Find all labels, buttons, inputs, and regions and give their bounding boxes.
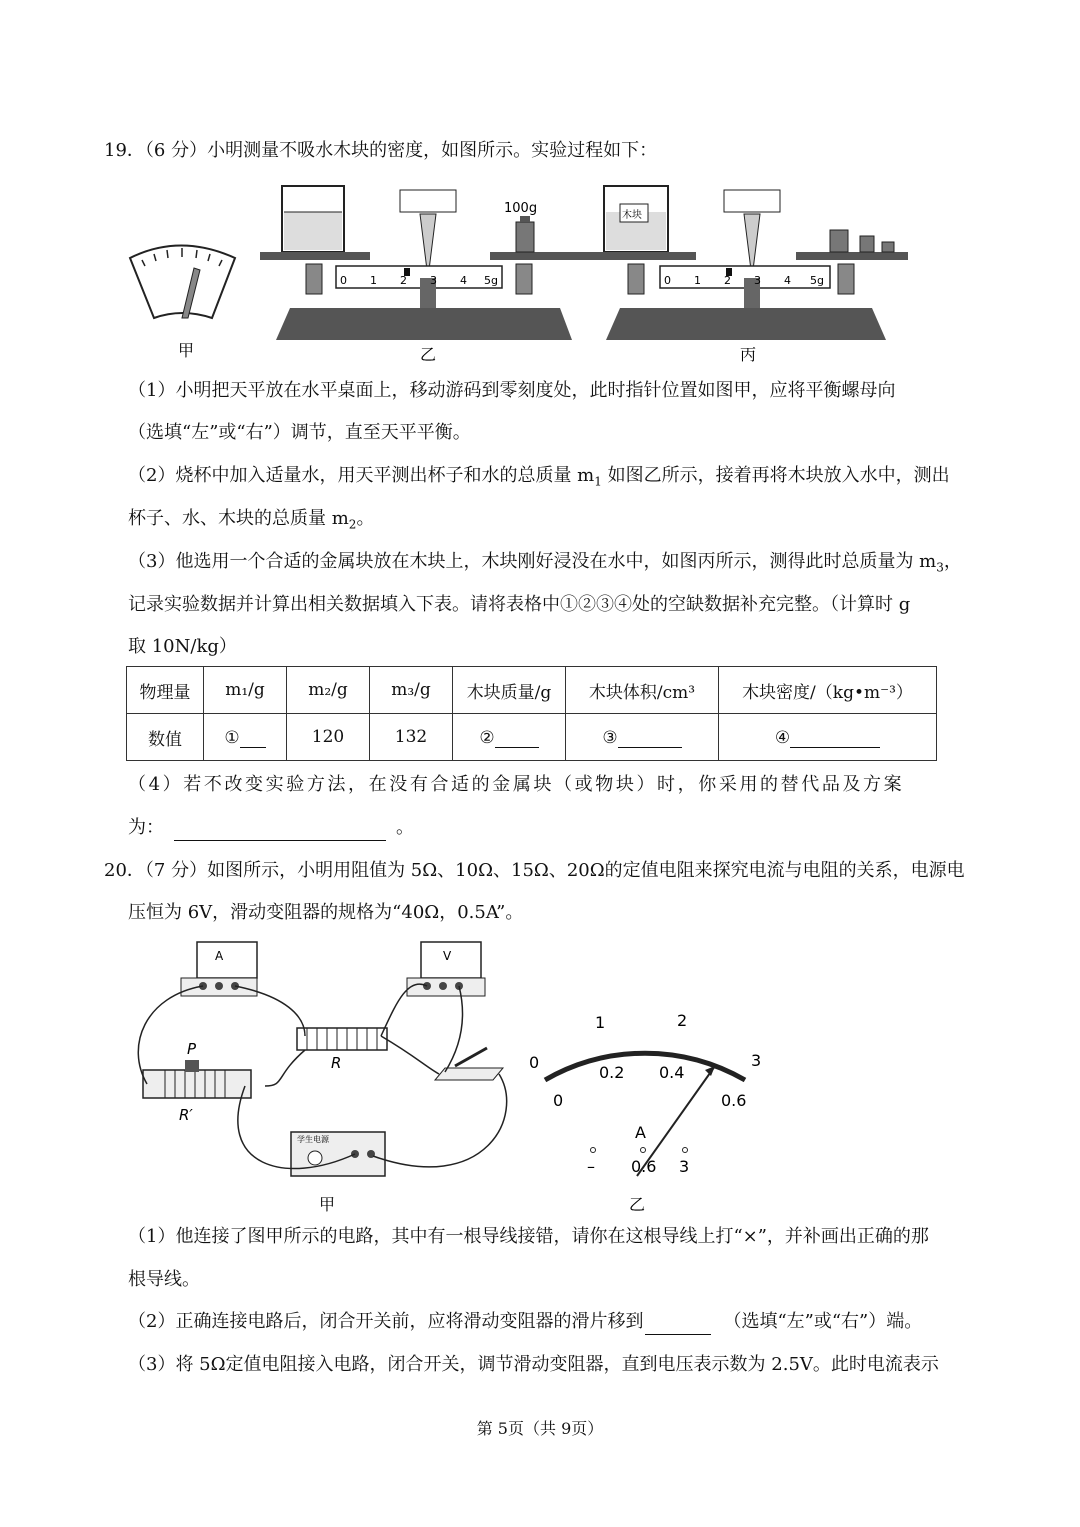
q20-figure <box>125 936 825 1218</box>
table-cell-blank-1[interactable] <box>204 714 287 761</box>
q19-part4-prefix: 为： <box>128 817 164 838</box>
q19-part2-line2-text-b: 。 <box>356 508 375 529</box>
pointer-dial <box>130 246 235 319</box>
fig19-label-bing: 丙 <box>740 345 757 364</box>
slider-label: P <box>187 1040 197 1058</box>
q19-figure <box>120 178 920 368</box>
dial-lower-1: 0.2 <box>599 1063 625 1082</box>
fig19-label-jia: 甲 <box>178 341 195 360</box>
q20-part2-text-b: （选填“左”或“右”）端。 <box>723 1311 923 1332</box>
wood-block-label: 木块 <box>622 210 642 221</box>
ruler-yi-tick-1: 1 <box>370 274 377 287</box>
fig20-label-yi: 乙 <box>629 1195 646 1214</box>
dial-upper-0: 0 <box>529 1053 540 1072</box>
answer-blank-2[interactable] <box>495 727 539 748</box>
answer-blank-1[interactable] <box>240 727 266 748</box>
q19-title: 19．（6 分）小明测量不吸水木块的密度，如图所示。实验过程如下： <box>104 140 658 161</box>
table-cell-blank-2[interactable] <box>453 714 566 761</box>
ruler-bing-tick-4: 4 <box>784 274 791 287</box>
blank-marker-3: ③ <box>602 727 618 748</box>
balance-yi <box>260 186 600 340</box>
table-header-cell: 木块质量/g <box>453 667 566 714</box>
power-supply-label: 学生电源 <box>297 1135 329 1144</box>
q20-part2-line <box>128 1309 922 1335</box>
voltmeter-letter: V <box>443 949 452 963</box>
dial-upper-1: 1 <box>595 1013 606 1032</box>
table-header-cell: m₃/g <box>370 667 453 714</box>
page-footer: 第 5页（共 9页） <box>476 1419 604 1438</box>
ruler-bing-tick-0: 0 <box>664 274 671 287</box>
dial-terminal-3: 3 <box>679 1157 690 1176</box>
q20-part3-line: （3）将 5Ω定值电阻接入电路，闭合开关，调节滑动变阻器，直到电压表示数为 2.5V。此时电流表示 <box>128 1354 939 1375</box>
table-cell: 数值 <box>127 714 204 761</box>
answer-blank-3[interactable] <box>618 727 682 748</box>
ammeter-letter: A <box>215 949 224 963</box>
fig20-label-jia: 甲 <box>319 1195 336 1214</box>
rheostat <box>143 1040 251 1124</box>
q19-part1-line1: （1）小明把天平放在水平桌面上，移动游码到零刻度处，此时指针位置如图甲，应将平衡螺母向 <box>128 380 896 401</box>
table-cell-blank-4[interactable] <box>719 714 937 761</box>
q19-part3-sub: 3 <box>936 560 944 575</box>
q19-part3-line1 <box>128 549 962 581</box>
table-cell: 132 <box>370 714 453 761</box>
dial-unit: A <box>635 1123 646 1142</box>
dial-terminal-neg: – <box>587 1157 595 1176</box>
table-row <box>127 714 937 761</box>
q19-part3-line3: 取 10N/kg） <box>128 636 237 657</box>
fig19-label-yi: 乙 <box>420 345 437 364</box>
dial-lower-3: 0.6 <box>721 1091 747 1110</box>
q19-part4-suffix: 。 <box>396 817 414 838</box>
q19-data-table <box>126 666 937 761</box>
ruler-yi-tick-5: 5g <box>484 274 498 287</box>
table-header-cell: 木块密度/（kg•m⁻³） <box>719 667 937 714</box>
q19-part2-text-b: 如图乙所示，接着再将木块放入水中，测出 <box>601 465 950 486</box>
weight-label: 100g <box>504 201 538 216</box>
ruler-bing-tick-5: 5g <box>810 274 824 287</box>
q19-part3-text-a: （3）他选用一个合适的金属块放在木块上，木块刚好浸没在水中，如图丙所示，测得此时总质量为 m <box>128 551 937 572</box>
table-header-cell: 木块体积/cm³ <box>566 667 719 714</box>
q19-part2-text-a: （2）烧杯中加入适量水，用天平测出杯子和水的总质量 m <box>128 465 595 486</box>
table-header-row <box>127 667 937 714</box>
blank-marker-1: ① <box>224 727 240 748</box>
q20-part1-line1: （1）他连接了图甲所示的电路，其中有一根导线接错，请你在这根导线上打“×”，并补画出正确的那 <box>128 1226 929 1247</box>
q19-part4-line1: （4）若不改变实验方法，在没有合适的金属块（或物块）时，你采用的替代品及方案 <box>128 774 905 795</box>
ruler-bing-tick-2: 2 <box>724 274 731 287</box>
q19-part2-line2-sub: 2 <box>348 517 357 532</box>
q19-part2-sub: 1 <box>594 474 602 489</box>
q19-part2-line1 <box>128 463 950 495</box>
ruler-yi-tick-3: 3 <box>430 274 437 287</box>
q20-title-line2: 压恒为 6V，滑动变阻器的规格为“40Ω，0.5A”。 <box>128 902 524 923</box>
resistor <box>297 1028 387 1072</box>
dial-lower-0: 0 <box>553 1091 564 1110</box>
rheostat-label: R′ <box>179 1106 193 1124</box>
ruler-bing-tick-1: 1 <box>694 274 701 287</box>
voltmeter <box>407 942 485 996</box>
answer-blank-4[interactable] <box>790 727 880 748</box>
ruler-yi-tick-2: 2 <box>400 274 407 287</box>
table-header-cell: m₂/g <box>287 667 370 714</box>
dial-lower-2: 0.4 <box>659 1063 685 1082</box>
table-header-cell: m₁/g <box>204 667 287 714</box>
ruler-yi-tick-0: 0 <box>340 274 347 287</box>
table-header-cell: 物理量 <box>127 667 204 714</box>
table-cell: 120 <box>287 714 370 761</box>
q19-part3-line2: 记录实验数据并计算出相关数据填入下表。请将表格中①②③④处的空缺数据补充完整。（计算时 g <box>128 594 911 615</box>
ruler-yi-tick-4: 4 <box>460 274 467 287</box>
q19-part4-line2 <box>128 815 414 841</box>
blank-marker-2: ② <box>479 727 495 748</box>
q20-title-line1: 20．（7 分）如图所示，小明用阻值为 5Ω、10Ω、15Ω、20Ω的定值电阻来探究电流与电阻的关系，电源电 <box>104 860 965 881</box>
resistor-label: R <box>331 1054 342 1072</box>
dial-terminal-06: 0.6 <box>631 1157 657 1176</box>
dial-upper-2: 2 <box>677 1011 688 1030</box>
q19-part1-line2: （选填“左”或“右”）调节，直至天平平衡。 <box>128 422 471 443</box>
q20-part2-text-a: （2）正确连接电路后，闭合开关前，应将滑动变阻器的滑片移到 <box>128 1311 644 1332</box>
q20-part1-line2: 根导线。 <box>128 1269 200 1290</box>
q19-part2-line2-text-a: 杯子、水、木块的总质量 m <box>128 508 349 529</box>
dial-upper-3: 3 <box>751 1051 762 1070</box>
ammeter-dial <box>529 1011 761 1176</box>
table-cell-blank-3[interactable] <box>566 714 719 761</box>
switch <box>435 1048 503 1080</box>
answer-blank-q20-part2[interactable] <box>645 1314 711 1335</box>
power-supply <box>291 1132 385 1176</box>
q19-part2-line2 <box>128 506 374 538</box>
q19-part3-text-b: ， <box>943 551 962 572</box>
blank-marker-4: ④ <box>774 727 791 748</box>
answer-blank-part4[interactable] <box>174 820 386 841</box>
ruler-bing-tick-3: 3 <box>754 274 761 287</box>
